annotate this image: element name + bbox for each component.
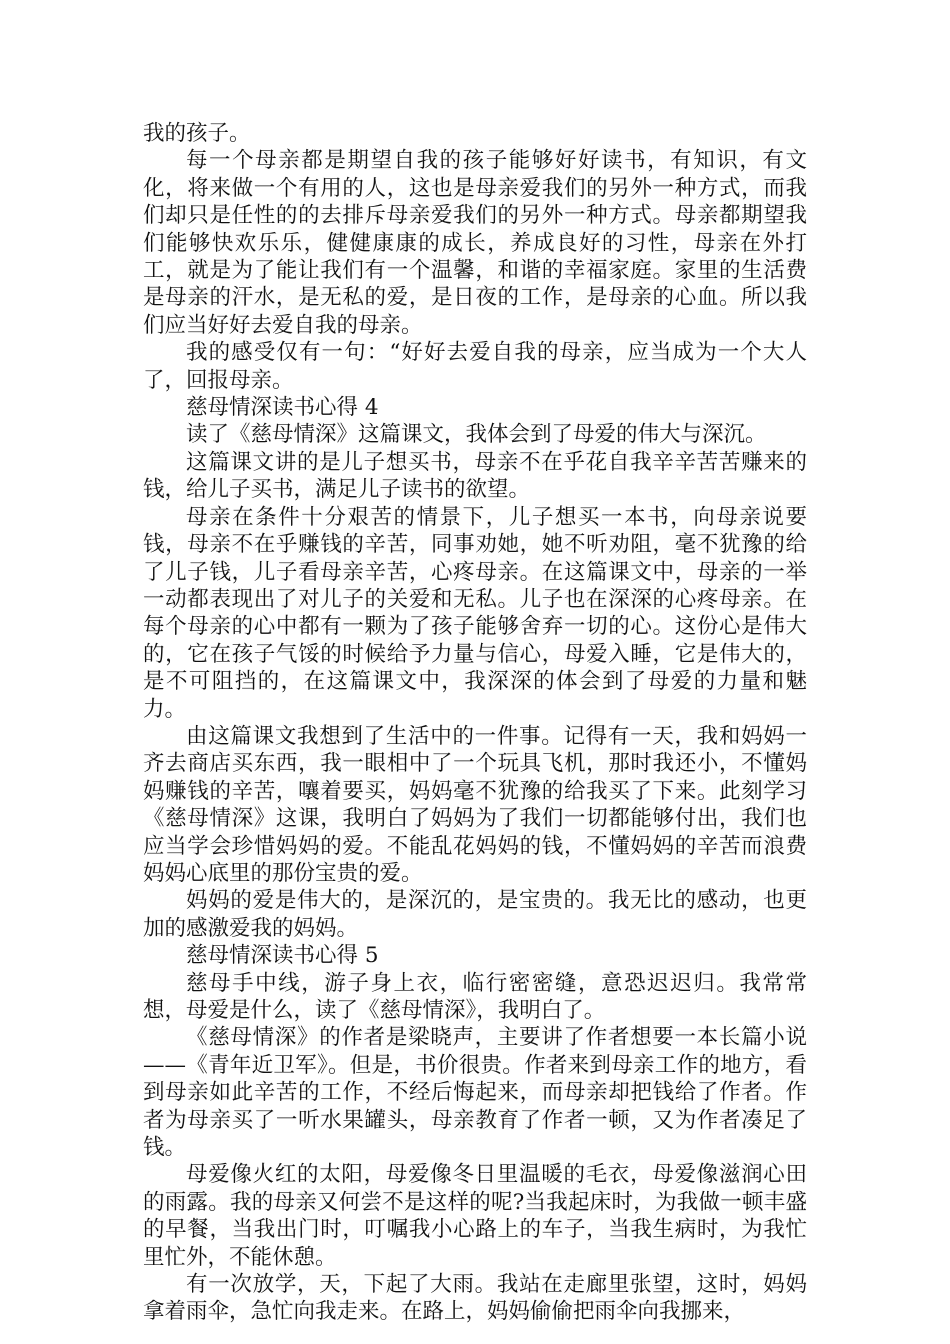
- paragraph: 有一次放学，天，下起了大雨。我站在走廊里张望，这时，妈妈拿着雨伞，急忙向我走来。在路上，妈妈偷偷把雨伞向我挪来，: [143, 1272, 807, 1325]
- paragraph: 妈妈的爱是伟大的，是深沉的，是宝贵的。我无比的感动，也更加的感激爱我的妈妈。: [143, 888, 807, 941]
- paragraph: 母亲在条件十分艰苦的情景下，儿子想买一本书，向母亲说要钱，母亲不在乎赚钱的辛苦，同事劝她，她不听劝阻，毫不犹豫的给了儿子钱，儿子看母亲辛苦，心疼母亲。在这篇课文中，母亲的一举一动都表现出了对儿子的关爱和无私。儿子也在深深的心疼母亲。在每个母亲的心中都有一颗为了孩子能够舍弃一切的心。这份心是伟大的，它在孩子气馁的时候给予力量与信心，母爱入睡，它是伟大的，是不可阻挡的，在这篇课文中，我深深的体会到了母爱的力量和魅力。: [143, 504, 807, 722]
- section-heading: 慈母情深读书心得 4: [186, 395, 379, 421]
- paragraph: 我的孩子。: [143, 121, 251, 146]
- paragraph: 母爱像火红的太阳，母爱像冬日里温暖的毛衣，母爱像滋润心田的雨露。我的母亲又何尝不是这样的呢?当我起床时，为我做一顿丰盛的早餐，当我出门时，叮嘱我小心路上的车子，当我生病时，为我忙里忙外，不能休憩。: [143, 1162, 807, 1270]
- paragraph: 由这篇课文我想到了生活中的一件事。记得有一天，我和妈妈一齐去商店买东西，我一眼相中了一个玩具飞机，那时我还小，不懂妈妈赚钱的辛苦，嚷着要买，妈妈毫不犹豫的给我买了下来。此刻学习《慈母情深》这课，我明白了妈妈为了我们一切都能够付出，我们也应当学会珍惜妈妈的爱。不能乱花妈妈的钱，不懂妈妈的辛苦而浪费妈妈心底里的那份宝贵的爱。: [143, 723, 807, 886]
- paragraph: 《慈母情深》的作者是梁晓声，主要讲了作者想要一本长篇小说——《青年近卫军》。但是，书价很贵。作者来到母亲工作的地方，看到母亲如此辛苦的工作，不经后悔起来，而母亲却把钱给了作者。作者为母亲买了一听水果罐头，母亲教育了作者一顿，又为作者凑足了钱。: [143, 1025, 807, 1161]
- paragraph: 我的感受仅有一句：“好好去爱自我的母亲，应当成为一个大人了，回报母亲。: [143, 340, 807, 393]
- paragraph: 读了《慈母情深》这篇课文，我体会到了母爱的伟大与深沉。: [186, 422, 767, 448]
- document-body: [143, 120, 807, 1326]
- paragraph: 慈母手中线，游子身上衣，临行密密缝，意恐迟迟归。我常常想，母爱是什么，读了《慈母情深》，我明白了。: [143, 970, 807, 1023]
- paragraph: 这篇课文讲的是儿子想买书，母亲不在乎花自我辛辛苦苦赚来的钱，给儿子买书，满足儿子读书的欲望。: [143, 449, 807, 503]
- paragraph: 每一个母亲都是期望自我的孩子能够好好读书，有知识，有文化，将来做一个有用的人，这也是母亲爱我们的另外一种方式，而我们却只是任性的的去排斥母亲爱我们的另外一种方式。母亲都期望我们能够快欢乐乐，健健康康的成长，养成良好的习性，母亲在外打工，就是为了能让我们有一个温馨，和谐的幸福家庭。家里的生活费是母亲的汗水，是无私的爱，是日夜的工作，是母亲的心血。所以我们应当好好去爱自我的母亲。: [143, 148, 807, 338]
- section-heading: 慈母情深读书心得 5: [186, 943, 379, 969]
